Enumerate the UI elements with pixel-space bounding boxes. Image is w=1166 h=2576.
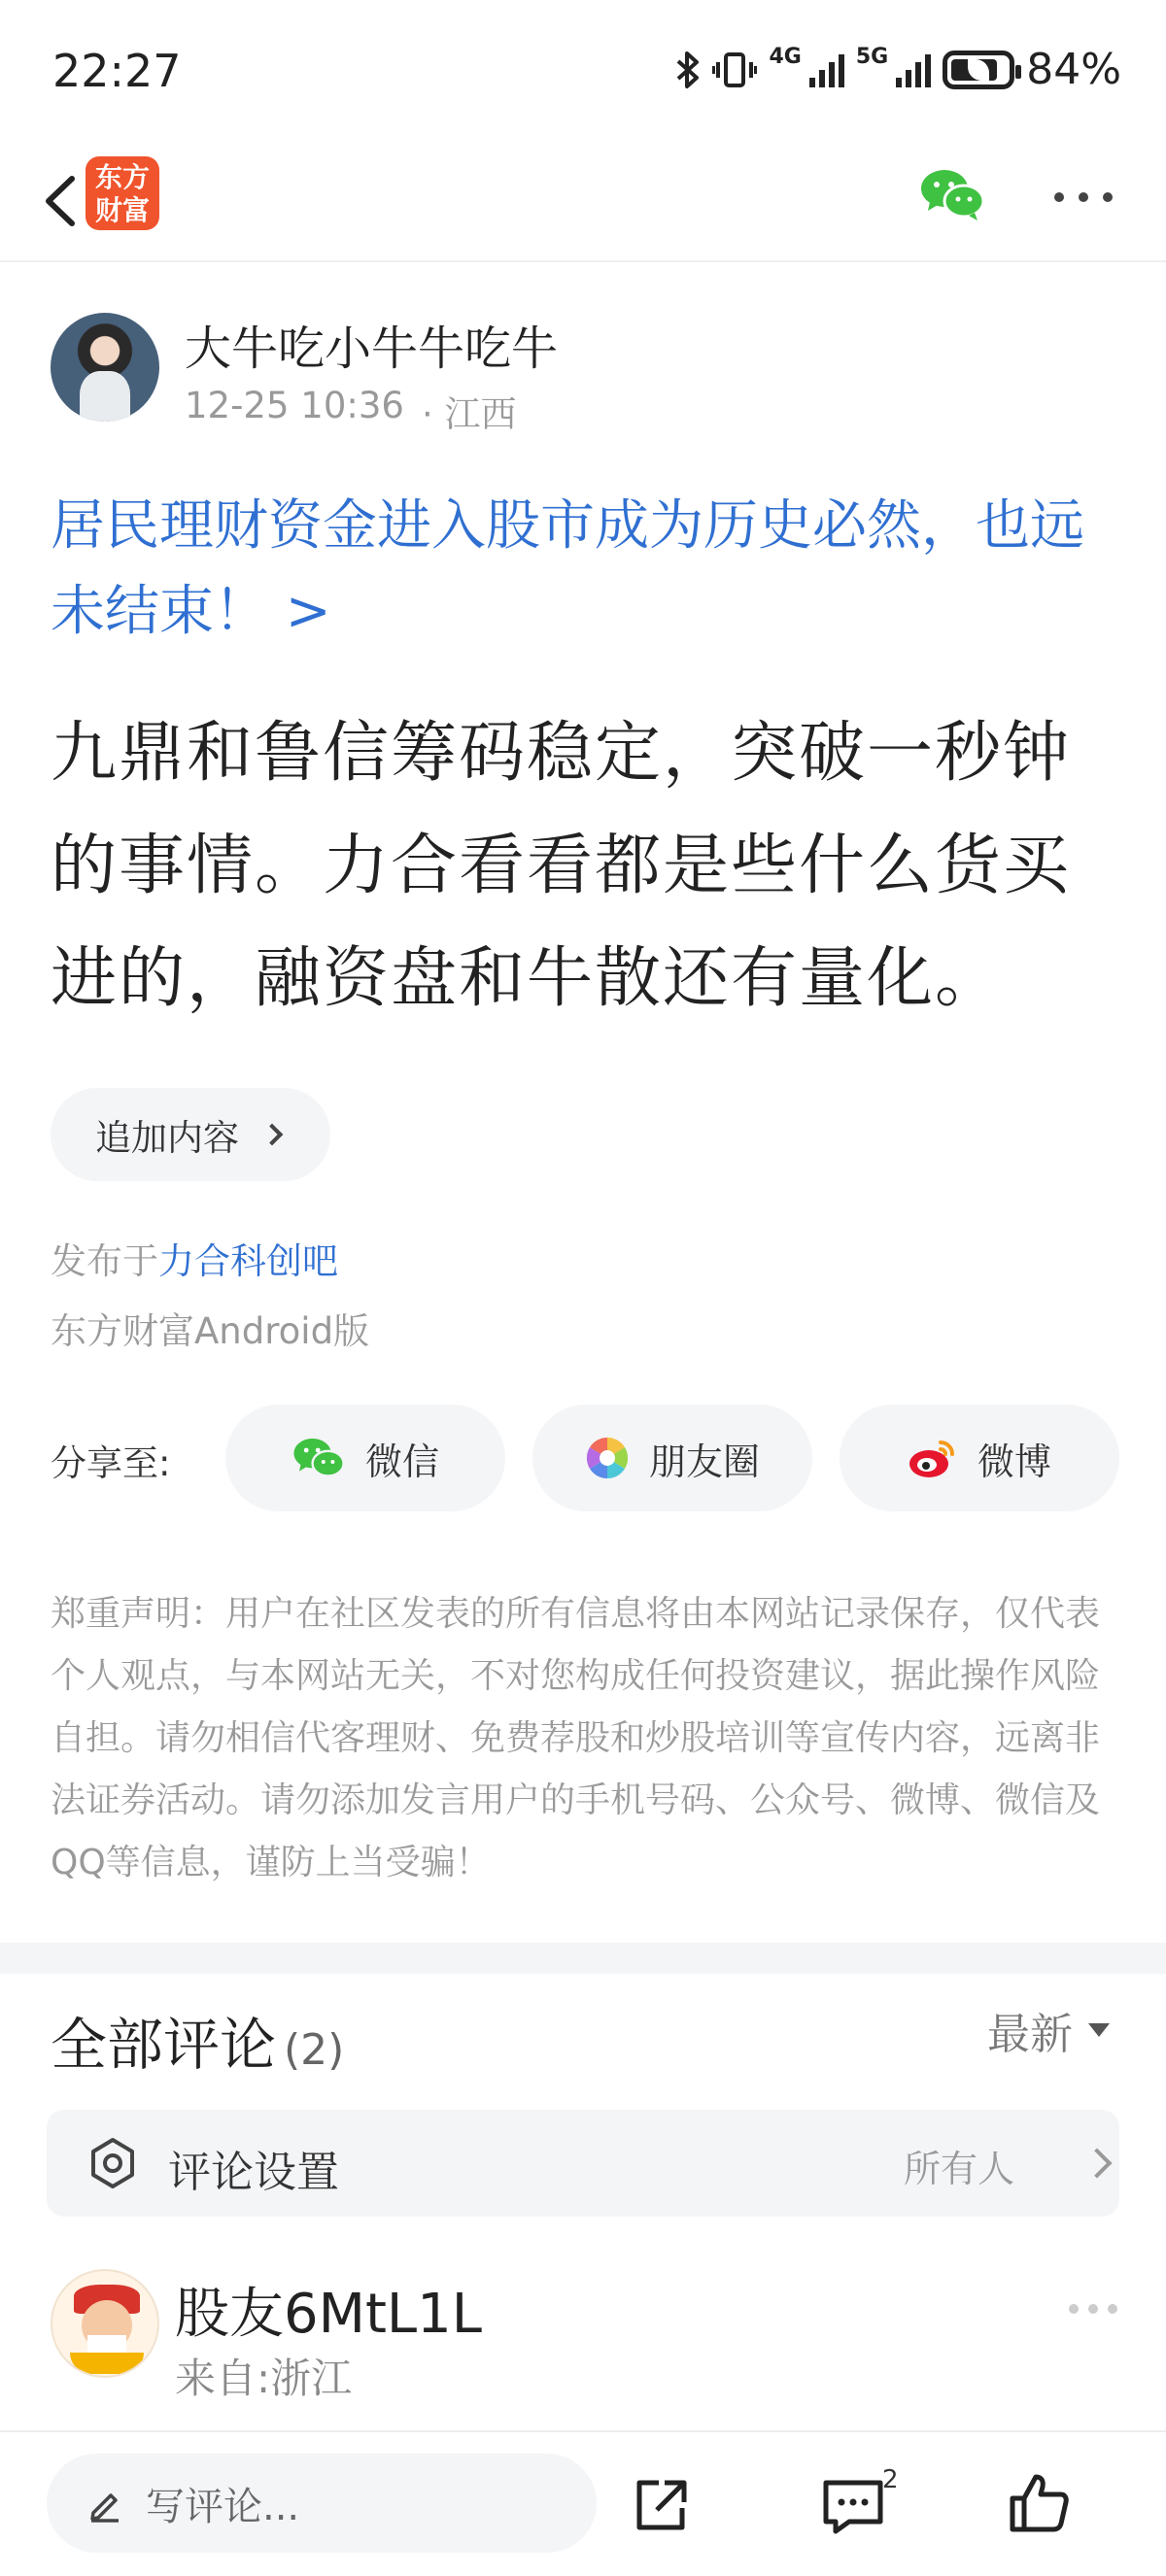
client-source: 东方财富Android版 — [51, 1310, 370, 1352]
top-nav-bar — [0, 146, 1166, 262]
comment-count-badge: 2 — [882, 2465, 899, 2494]
comments-sort-button[interactable] — [987, 1999, 1110, 2061]
comment-settings-row[interactable] — [47, 2110, 1119, 2217]
wechat-icon — [292, 1435, 346, 1481]
share-label: 分享至: — [51, 1442, 171, 1484]
bar-link[interactable]: 力合科创吧 — [158, 1240, 338, 1282]
post-region: · 江西 — [422, 393, 517, 435]
vibrate-icon — [712, 51, 757, 89]
status-time: 22:27 — [52, 45, 182, 97]
logo-line-1: 东方 — [94, 161, 150, 193]
caret-down-icon — [1088, 2023, 1110, 2037]
bottom-action-bar — [0, 2430, 1166, 2576]
more-icon[interactable] — [1054, 192, 1113, 204]
published-in — [51, 1232, 338, 1284]
status-icons — [675, 45, 1121, 94]
comment-settings-label: 评论设置 — [168, 2148, 339, 2197]
network-5g-label: 5G — [855, 45, 889, 69]
published-prefix: 发布于 — [51, 1240, 158, 1282]
bluetooth-icon — [675, 51, 701, 89]
thumbs-up-icon[interactable] — [1007, 2471, 1071, 2535]
comments-title-label: 全部评论 — [51, 2012, 277, 2078]
moments-icon — [585, 1436, 630, 1480]
chevron-right-icon — [261, 1124, 284, 1146]
signal-5g-icon — [896, 52, 931, 87]
author-name[interactable]: 大牛吃小牛牛吃牛 — [185, 322, 559, 376]
status-bar — [0, 0, 1166, 146]
wechat-icon[interactable] — [918, 165, 986, 223]
author-avatar[interactable] — [51, 313, 159, 422]
post-time: 12-25 10:36 — [185, 385, 404, 426]
commenter-location: 来自:浙江 — [175, 2355, 353, 2402]
append-content-button[interactable] — [51, 1088, 330, 1181]
signal-4g-icon — [809, 52, 844, 87]
topic-link[interactable]: 居民理财资金进入股市成为历史必然，也远未结束！ > — [51, 494, 1084, 643]
commenter-name[interactable]: 股友6MtL1L — [175, 2283, 482, 2346]
network-4g-label: 4G — [769, 45, 802, 69]
battery-percent: 84% — [1026, 45, 1121, 94]
write-comment-input[interactable] — [47, 2454, 597, 2553]
gear-icon — [86, 2136, 140, 2190]
disclaimer-text: 郑重声明：用户在社区发表的所有信息将由本网站记录保存，仅代表个人观点，与本网站无关，不对您构成任何投资建议，据此操作风险自担。请勿相信代客理财、免费荐股和炒股培训等宣传内容，远离非法证券活动。请勿添加发言用户的手机号码、公众号、微博、微信及QQ等信息，谨防上当受骗！ — [51, 1594, 1101, 1882]
comments-count: (2) — [284, 2025, 345, 2075]
commenter-avatar[interactable] — [51, 2269, 159, 2378]
section-divider — [0, 1943, 1166, 1974]
share-moments-button[interactable] — [532, 1405, 812, 1511]
comment-more-icon[interactable] — [1069, 2304, 1117, 2314]
share-weibo-label: 微博 — [977, 1440, 1051, 1483]
share-wechat-label: 微信 — [364, 1440, 439, 1483]
comment-icon[interactable] — [820, 2475, 886, 2537]
eastmoney-logo[interactable] — [86, 156, 159, 230]
share-moments-label: 朋友圈 — [648, 1440, 760, 1483]
comment-settings-value: 所有人 — [904, 2148, 1015, 2190]
comments-title — [51, 1999, 344, 2081]
share-weibo-button[interactable] — [840, 1405, 1119, 1511]
share-wechat-button[interactable] — [225, 1405, 505, 1511]
sort-label: 最新 — [987, 2010, 1073, 2059]
battery-icon — [943, 51, 1014, 89]
post-content: 九鼎和鲁信筹码稳定，突破一秒钟的事情。力合看看都是些什么货买进的，融资盘和牛散还有量化。 — [51, 715, 1072, 1017]
pencil-icon — [86, 2484, 124, 2523]
chevron-right-icon — [1081, 2148, 1112, 2178]
logo-line-2: 财富 — [94, 194, 150, 226]
write-comment-placeholder: 写评论... — [146, 2484, 300, 2529]
weibo-icon — [908, 1437, 958, 1479]
append-content-label: 追加内容 — [95, 1117, 239, 1159]
share-icon[interactable] — [630, 2475, 692, 2537]
